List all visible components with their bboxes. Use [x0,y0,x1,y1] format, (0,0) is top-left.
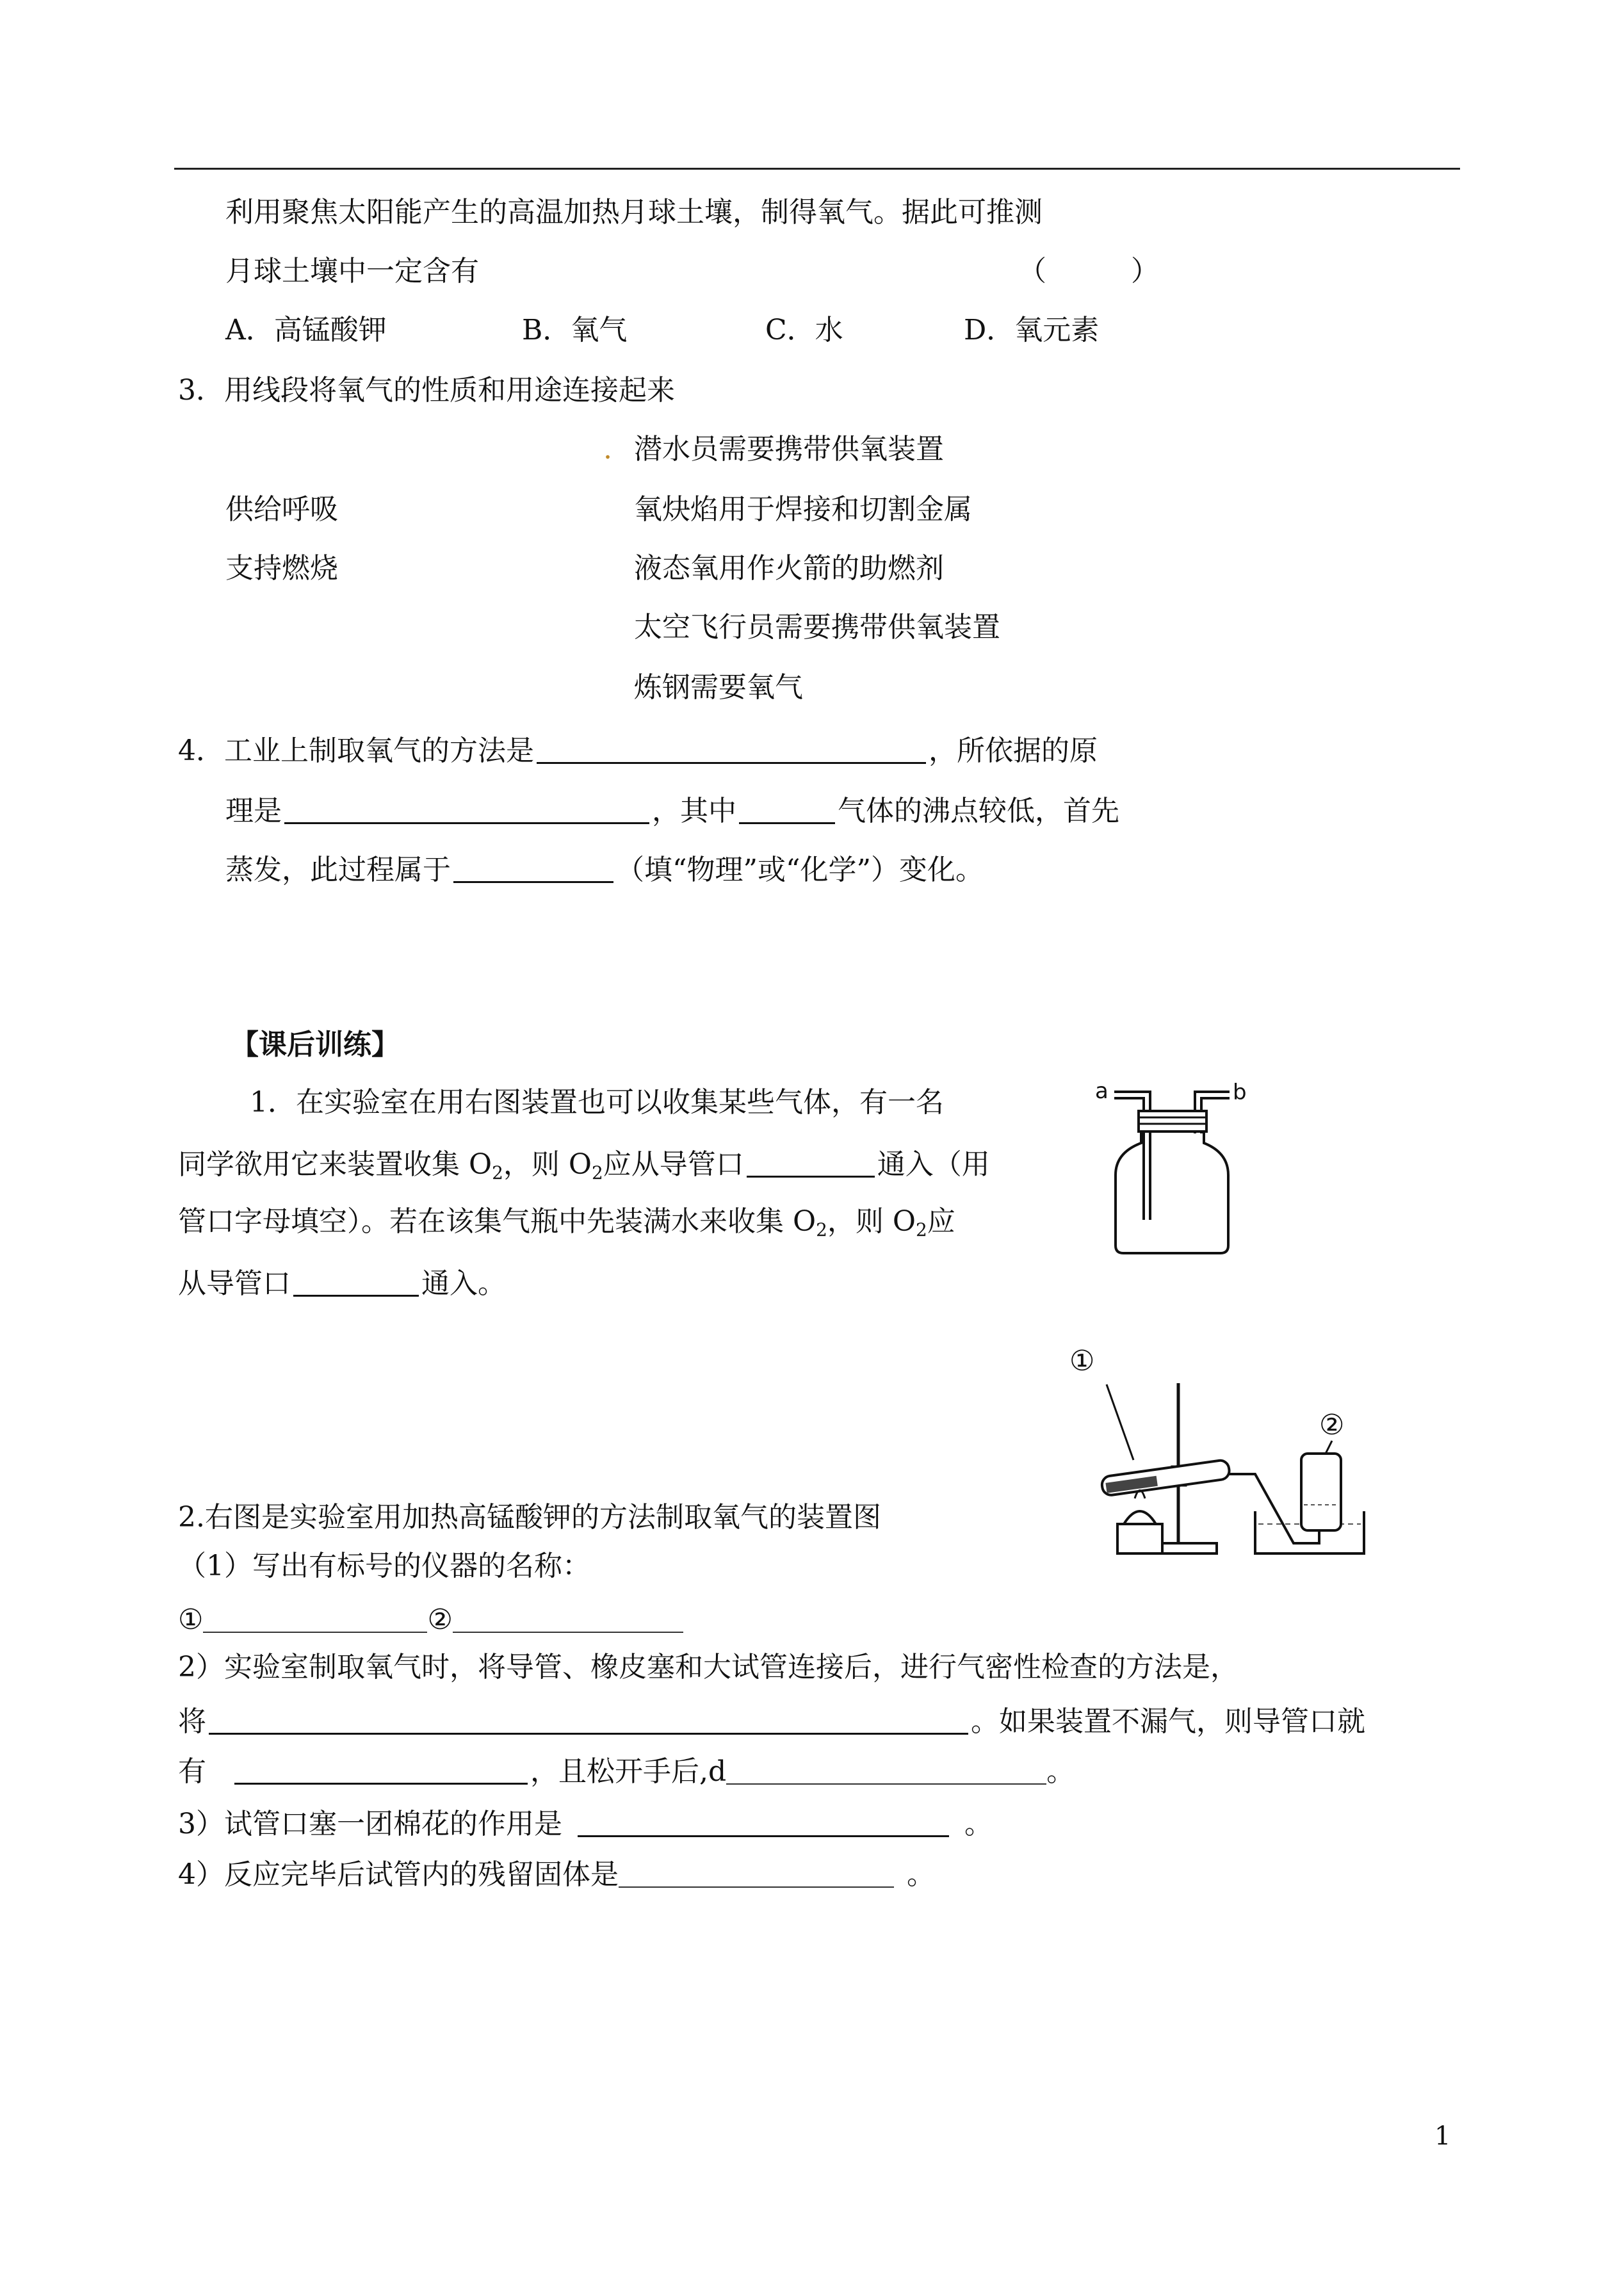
ac-q2-part3: 3）试管口塞一团棉花的作用是 。 [178,1808,993,1840]
q3-property-1: 供给呼吸 [225,493,338,526]
q3-use-1: 潜水员需要携带供氧装置 [634,433,944,466]
ac-q1-blank-1[interactable] [747,1148,875,1178]
stray-dot: . [603,433,612,466]
q2-option-c: C．水 [765,314,843,346]
apparatus-mark-2: ② [1319,1409,1345,1441]
ac-q2-part2-line1: 2）实验室制取氧气时，将导管、橡皮塞和大试管连接后，进行气密性检查的方法是， [178,1651,1238,1683]
q4-line3: 蒸发，此过程属于 （填“物理”或“化学”）变化。 [225,854,984,886]
ac-q2-blank-instrument-1[interactable] [203,1603,427,1633]
q4-blank-gas[interactable] [739,794,835,824]
q4-line2: 理是 ，其中 气体的沸点较低，首先 [225,795,1119,827]
q2-option-b: B．氧气 [522,314,628,346]
q2-answer-paren: （ ） [1018,255,1159,288]
ac-q2-stem: 2.右图是实验室用加热高锰酸钾的方法制取氧气的装置图 [178,1501,881,1534]
kmno4-apparatus-diagram [1063,1338,1370,1569]
page-number: 1 [1434,2121,1451,2151]
ac-q1-line1: 1．在实验室在用右图装置也可以收集某些气体，有一名 [250,1086,944,1119]
ac-q2-blank-residue[interactable] [619,1858,894,1888]
ac-q2-blank-cotton-role[interactable] [578,1807,949,1837]
ac-q2-part1: （1）写出有标号的仪器的名称： [178,1550,590,1582]
q4-blank-change-type[interactable] [453,853,613,883]
ac-q2-part1-answers: ① ② [178,1603,683,1634]
q4-line1: 4．工业上制取氧气的方法是 ，所依据的原 [178,734,1098,767]
section-heading: 【课后训练】 [231,1028,400,1061]
q3-use-4: 太空飞行员需要携带供氧装置 [634,611,1000,644]
ac-q2-blank-airtight-method[interactable] [209,1705,968,1735]
ac-q2-blank-bubbles[interactable] [234,1755,528,1785]
apparatus-mark-1: ① [1069,1345,1095,1377]
ac-q2-part2-line2: 将 。如果装置不漏气，则导管口就 [178,1705,1365,1738]
q3-stem: 3．用线段将氧气的性质和用途连接起来 [178,374,675,407]
q2-option-a: A．高锰酸钾 [225,314,387,346]
ac-q2-part2-line3: 有 ，且松开手后,d 。 [178,1755,1075,1788]
q4-blank-principle[interactable] [284,794,649,824]
q3-use-5: 炼钢需要氧气 [634,671,803,704]
tube-label-a: a [1095,1078,1108,1104]
header-rule [174,168,1460,170]
tube-label-b: b [1233,1080,1247,1105]
ac-q1-line4: 从导管口 通入。 [178,1267,506,1300]
q4-blank-method[interactable] [537,734,926,764]
ac-q1-line2: 同学欲用它来装置收集 $O_2$，则 $O_2$应从导管口 通入（用 [178,1148,990,1183]
q3-use-2: 氧炔焰用于焊接和切割金属 [634,493,972,526]
ac-q1-line3: 管口字母填空）。若在该集气瓶中先装满水来收集 $O_2$，则 $O_2$应 [178,1205,955,1240]
q3-property-2: 支持燃烧 [225,552,338,585]
q2-line1: 利用聚焦太阳能产生的高温加热月球土壤，制得氧气。据此可推测 [225,196,1043,229]
gas-bottle-diagram [1089,1073,1255,1265]
ac-q2-part4: 4）反应完毕后试管内的残留固体是 。 [178,1858,935,1891]
q3-use-3: 液态氧用作火箭的助燃剂 [634,552,944,585]
q2-line2: 月球土壤中一定含有 [225,255,479,288]
ac-q2-blank-instrument-2[interactable] [453,1603,683,1633]
ac-q2-blank-release[interactable] [726,1755,1046,1785]
q2-option-d: D．氧元素 [964,314,1100,346]
ac-q1-blank-2[interactable] [293,1267,419,1297]
